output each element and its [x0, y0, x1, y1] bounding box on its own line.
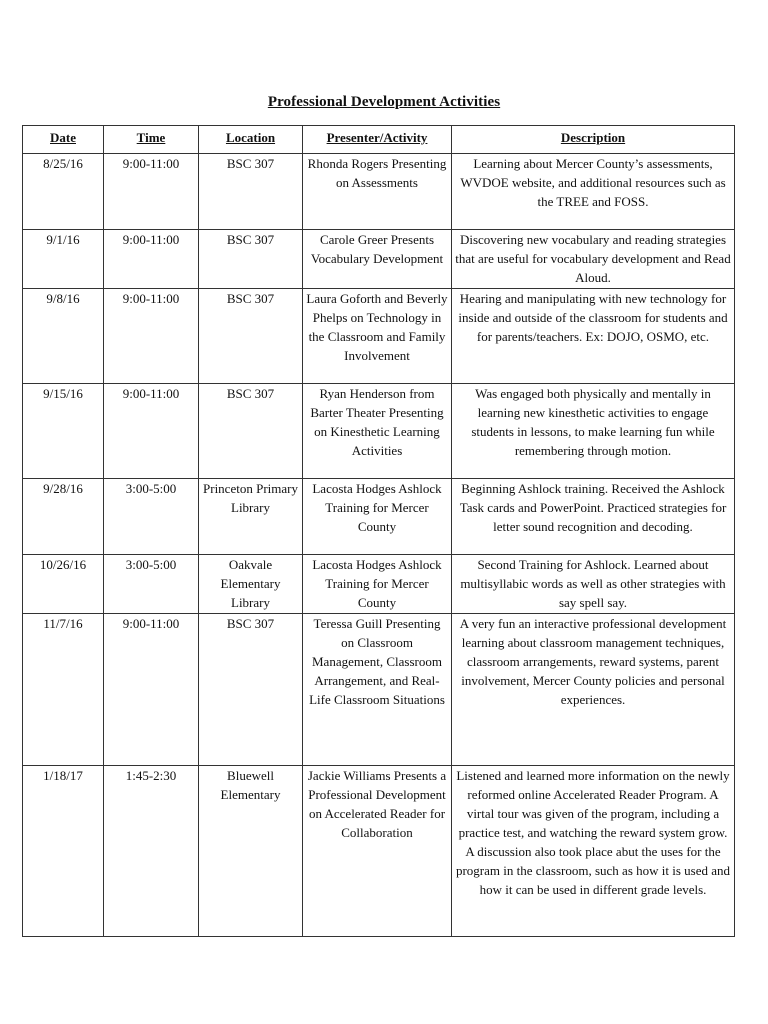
header-time: Time: [104, 126, 199, 154]
table-row: [23, 384, 735, 479]
table-row: [23, 766, 735, 937]
date-cell: 9/28/16: [23, 479, 104, 555]
date-cell: 9/15/16: [23, 384, 104, 479]
description-cell: A very fun an interactive professional development learning about classroom management techniques, classroom arrangements, reward systems, parent involvement, Mercer County policies and personal experiences.: [452, 614, 735, 766]
date-cell: 9/1/16: [23, 230, 104, 289]
time-cell: 1:45-2:30: [104, 766, 199, 937]
table-row: [23, 479, 735, 555]
presenter-cell: Jackie Williams Presents a Professional Development on Accelerated Reader for Collaboration: [303, 766, 452, 937]
presenter-cell: Lacosta Hodges Ashlock Training for Mercer County: [303, 555, 452, 614]
document-title: Professional Development Activities: [267, 94, 501, 110]
time-cell: 9:00-11:00: [104, 289, 199, 384]
table-header-row: [23, 126, 735, 154]
location-cell: Oakvale Elementary Library: [199, 555, 303, 614]
description-cell: Discovering new vocabulary and reading strategies that are useful for vocabulary development and Read Aloud.: [452, 230, 735, 289]
header-location: Location: [199, 126, 303, 154]
time-cell: 3:00-5:00: [104, 555, 199, 614]
table-row: [23, 555, 735, 614]
location-cell: Bluewell Elementary: [199, 766, 303, 937]
location-cell: BSC 307: [199, 154, 303, 230]
description-cell: Hearing and manipulating with new technology for inside and outside of the classroom for students and for parents/teachers. Ex: DOJO, OSMO, etc.: [452, 289, 735, 384]
description-cell: Was engaged both physically and mentally in learning new kinesthetic activities to engage students in lessons, to make learning fun while remembering through motion.: [452, 384, 735, 479]
date-cell: 1/18/17: [23, 766, 104, 937]
table-row: [23, 230, 735, 289]
presenter-cell: Ryan Henderson from Barter Theater Presenting on Kinesthetic Learning Activities: [303, 384, 452, 479]
header-presenter: Presenter/Activity: [303, 126, 452, 154]
date-cell: 10/26/16: [23, 555, 104, 614]
location-cell: BSC 307: [199, 230, 303, 289]
location-cell: BSC 307: [199, 289, 303, 384]
location-cell: BSC 307: [199, 384, 303, 479]
location-cell: Princeton Primary Library: [199, 479, 303, 555]
time-cell: 9:00-11:00: [104, 614, 199, 766]
description-cell: Second Training for Ashlock. Learned about multisyllabic words as well as other strategies with say spell say.: [452, 555, 735, 614]
table-row: [23, 614, 735, 766]
description-cell: Learning about Mercer County’s assessments, WVDOE website, and additional resources such as the TREE and FOSS.: [452, 154, 735, 230]
presenter-cell: Rhonda Rogers Presenting on Assessments: [303, 154, 452, 230]
description-cell: Beginning Ashlock training. Received the Ashlock Task cards and PowerPoint. Practiced strategies for letter sound recognition and decoding.: [452, 479, 735, 555]
header-date: Date: [23, 126, 104, 154]
presenter-cell: Teressa Guill Presenting on Classroom Management, Classroom Arrangement, and Real-Life Classroom Situations: [303, 614, 452, 766]
presenter-cell: Lacosta Hodges Ashlock Training for Mercer County: [303, 479, 452, 555]
time-cell: 9:00-11:00: [104, 384, 199, 479]
date-cell: 9/8/16: [23, 289, 104, 384]
date-cell: 11/7/16: [23, 614, 104, 766]
time-cell: 9:00-11:00: [104, 230, 199, 289]
presenter-cell: Carole Greer Presents Vocabulary Development: [303, 230, 452, 289]
time-cell: 3:00-5:00: [104, 479, 199, 555]
activities-table: [22, 125, 735, 937]
description-cell: Listened and learned more information on the newly reformed online Accelerated Reader Program. A virtal tour was given of the program, including a practice test, and watching the reward system grow. A discussion also took place abut the uses for the program in the classroom, such as how it is used and how it can be used in different grade levels.: [452, 766, 735, 937]
location-cell: BSC 307: [199, 614, 303, 766]
table-row: [23, 289, 735, 384]
table-row: [23, 154, 735, 230]
presenter-cell: Laura Goforth and Beverly Phelps on Technology in the Classroom and Family Involvement: [303, 289, 452, 384]
time-cell: 9:00-11:00: [104, 154, 199, 230]
header-description: Description: [452, 126, 735, 154]
date-cell: 8/25/16: [23, 154, 104, 230]
